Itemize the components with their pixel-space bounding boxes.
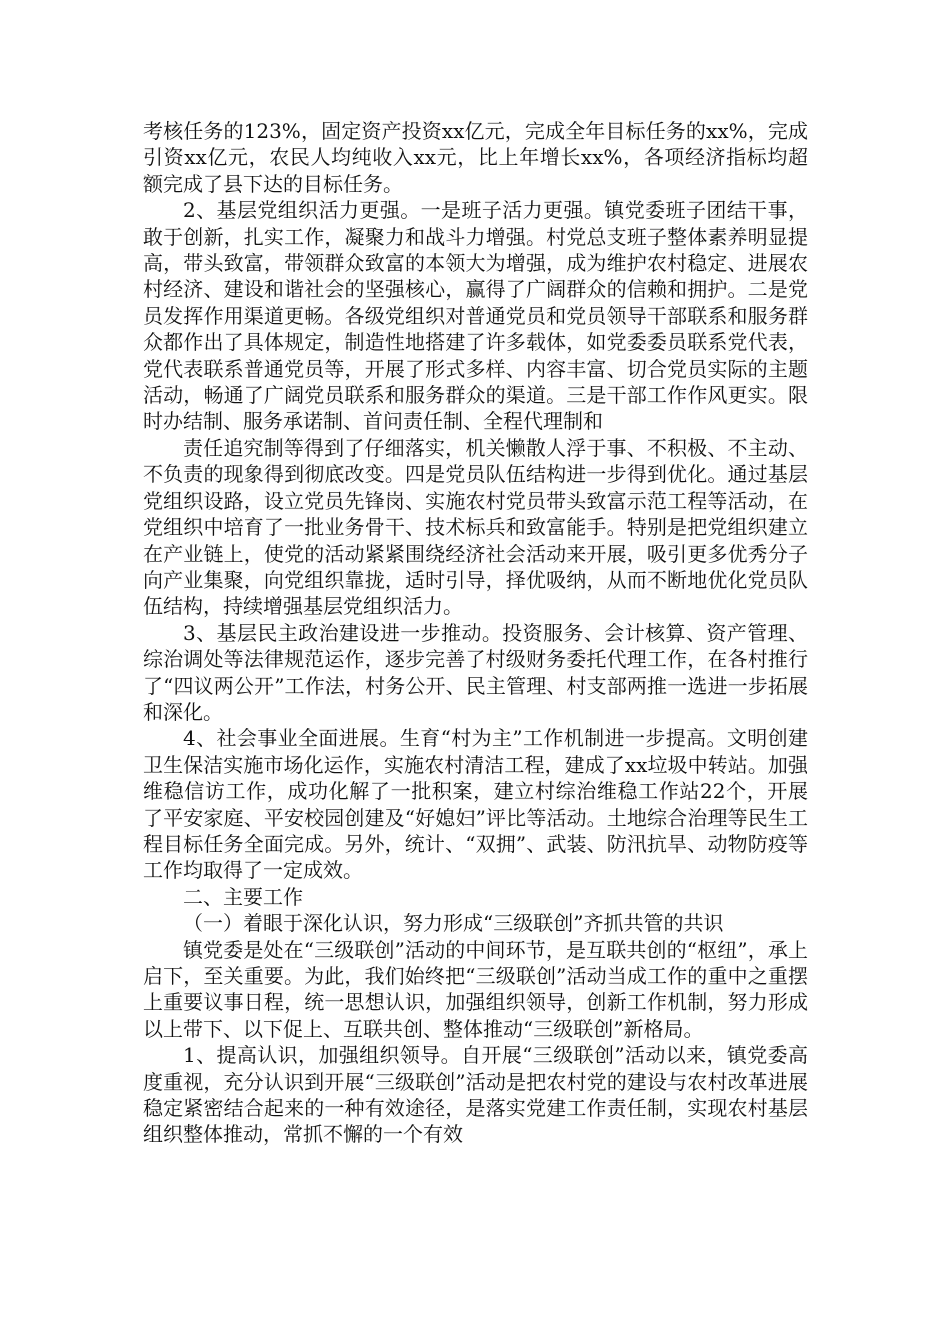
paragraph-3: 责任追究制等得到了仔细落实，机关懒散人浮于事、不积极、不主动、不负责的现象得到彻底改变。四是党员队伍结构进一步得到优化。通过基层党组织设路，设立党员先锋岗、实施农村党员带头致富示范工程等活动，在党组织中培育了一批业务骨干、技术标兵和致富能手。特别是把党组织建立在产业链上，使党的活动紧紧围绕经济社会活动来开展，吸引更多优秀分子向产业集聚，向党组织靠拢，适时引导，择优吸纳，从而不断地优化党员队伍结构，持续增强基层党组织活力。 (143, 435, 808, 619)
paragraph-6: 镇党委是处在“三级联创”活动的中间环节，是互联共创的“枢纽”，承上启下，至关重要。为此，我们始终把“三级联创”活动当成工作的重中之重摆上重要议事日程，统一思想认识，加强组织领导，创新工作机制，努力形成以上带下、以下促上、互联共创、整体推动“三级联创”新格局。 (143, 937, 808, 1041)
paragraph-4: 3、基层民主政治建设进一步推动。投资服务、会计核算、资产管理、综治调处等法律规范运作，逐步完善了村级财务委托代理工作，在各村推行了“四议两公开”工作法，村务公开、民主管理、村支部两推一选进一步拓展和深化。 (143, 620, 808, 724)
paragraph-5: 4、社会事业全面进展。生育“村为主”工作机制进一步提高。文明创建卫生保洁实施市场化运作，实施农村清洁工程，建成了xx垃圾中转站。加强维稳信访工作，成功化解了一批积案，建立村综治维稳工作站22个，开展了平安家庭、平安校园创建及“好媳妇”评比等活动。土地综合治理等民生工程目标任务全面完成。另外，统计、“双拥”、武装、防汛抗旱、动物防疫等工作均取得了一定成效。 (143, 726, 808, 883)
paragraph-1: 考核任务的123%，固定资产投资xx亿元，完成全年目标任务的xx%，完成引资xx亿元，农民人均纯收入xx元，比上年增长xx%，各项经济指标均超额完成了县下达的目标任务。 (143, 119, 808, 196)
subsection-heading: （一）着眼于深化认识，努力形成“三级联创”齐抓共管的共识 (183, 911, 724, 936)
paragraph-7: 1、提高认识，加强组织领导。自开展“三级联创”活动以来，镇党委高度重视，充分认识到开展“三级联创”活动是把农村党的建设与农村改革进展稳定紧密结合起来的一种有效途径，是落实党建工作责任制，实现农村基层组织整体推动，常抓不懈的一个有效 (143, 1043, 808, 1147)
section-heading: 二、主要工作 (183, 884, 303, 909)
paragraph-2: 2、基层党组织活力更强。一是班子活力更强。镇党委班子团结干事，敢于创新，扎实工作，凝聚力和战斗力增强。村党总支班子整体素养明显提高，带头致富，带领群众致富的本领大为增强，成为维护农村稳定、进展农村经济、建设和谐社会的坚强核心，赢得了广阔群众的信赖和拥护。二是党员发挥作用渠道更畅。各级党组织对普通党员和党员领导干部联系和服务群众都作出了具体规定，制造性地搭建了许多载体，如党委委员联系党代表，党代表联系普通党员等，开展了形式多样、内容丰富、切合党员实际的主题活动，畅通了广阔党员联系和服务群众的渠道。三是干部工作作风更实。限时办结制、服务承诺制、首问责任制、全程代理制和 (143, 198, 808, 434)
document-page (143, 118, 808, 1148)
